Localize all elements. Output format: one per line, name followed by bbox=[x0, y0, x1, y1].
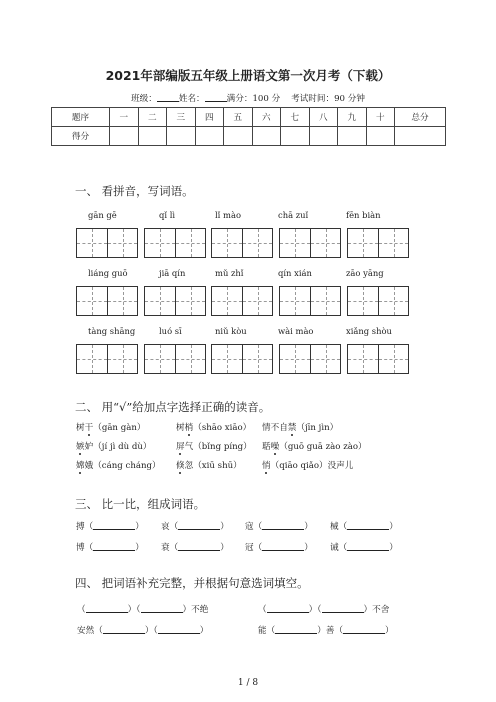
name-blank[interactable] bbox=[205, 93, 227, 102]
writing-cell[interactable] bbox=[212, 229, 242, 257]
score-table bbox=[51, 107, 446, 146]
answer-blank[interactable] bbox=[262, 522, 304, 530]
compare-item: 衰（ ） bbox=[161, 543, 229, 553]
pinyin-label: chā zuǐ bbox=[278, 210, 309, 220]
writing-grid[interactable] bbox=[211, 286, 273, 316]
compare-item: 博（ ） bbox=[76, 543, 144, 553]
writing-cell[interactable] bbox=[348, 287, 378, 315]
writing-cell[interactable] bbox=[378, 229, 408, 257]
score-input-cell[interactable] bbox=[395, 127, 446, 146]
answer-blank[interactable] bbox=[267, 605, 309, 613]
pinyin-label: luó sī bbox=[159, 326, 182, 336]
answer-blank[interactable] bbox=[343, 626, 385, 634]
pinyin-options[interactable]: （jīn jìn） bbox=[296, 423, 339, 433]
answer-blank[interactable] bbox=[93, 522, 135, 530]
score-header-cell: 七 bbox=[281, 108, 310, 127]
writing-cell[interactable] bbox=[378, 345, 408, 373]
pronunciation-item: 树梢（shāo xiāo） bbox=[176, 423, 252, 433]
score-input-cell[interactable] bbox=[281, 127, 310, 146]
writing-cell[interactable] bbox=[107, 287, 137, 315]
idiom-row-1b: （ ）（ ）不舍 bbox=[258, 605, 390, 615]
class-blank[interactable] bbox=[157, 93, 179, 102]
page-title: 2021年部编版五年级上册语文第一次月考（下载） bbox=[105, 68, 391, 83]
pinyin-options[interactable]: （qiāo qiǎo）没声儿 bbox=[270, 461, 354, 471]
writing-grid[interactable] bbox=[347, 228, 409, 258]
exam-info: 班级： 姓名： 满分：100 分 考试时间：90 分钟 bbox=[131, 94, 365, 104]
writing-cell[interactable] bbox=[107, 229, 137, 257]
writing-cell[interactable] bbox=[212, 345, 242, 373]
answer-blank[interactable] bbox=[262, 543, 304, 551]
writing-cell[interactable] bbox=[280, 229, 310, 257]
writing-cell[interactable] bbox=[107, 345, 137, 373]
answer-blank[interactable] bbox=[93, 543, 135, 551]
page-number: 1 / 8 bbox=[237, 678, 259, 688]
writing-grid[interactable] bbox=[211, 344, 273, 374]
writing-cell[interactable] bbox=[242, 229, 272, 257]
writing-cell[interactable] bbox=[145, 287, 175, 315]
pinyin-options[interactable]: （guō guā zào zào） bbox=[279, 442, 367, 452]
score-input-cell[interactable] bbox=[195, 127, 224, 146]
answer-blank[interactable] bbox=[141, 605, 183, 613]
answer-blank[interactable] bbox=[178, 543, 220, 551]
writing-grid[interactable] bbox=[144, 228, 206, 258]
writing-cell[interactable] bbox=[310, 229, 340, 257]
answer-blank[interactable] bbox=[158, 626, 200, 634]
pinyin-options[interactable]: 忽（xiū shū） bbox=[184, 461, 242, 471]
pinyin-label: niǔ kòu bbox=[215, 326, 247, 336]
score-input-cell[interactable] bbox=[366, 127, 395, 146]
answer-blank[interactable] bbox=[103, 626, 145, 634]
writing-cell[interactable] bbox=[242, 345, 272, 373]
writing-cell[interactable] bbox=[310, 345, 340, 373]
pinyin-label: tàng shāng bbox=[88, 326, 136, 336]
pinyin-label: xiǎng shòu bbox=[346, 326, 392, 336]
compare-item: 械（ ） bbox=[330, 522, 398, 532]
writing-grid[interactable] bbox=[347, 344, 409, 374]
writing-cell[interactable] bbox=[280, 287, 310, 315]
writing-grid[interactable] bbox=[279, 344, 341, 374]
dotted-character: 梢 bbox=[184, 423, 194, 433]
score-header-cell: 八 bbox=[309, 108, 338, 127]
dotted-character: 悄 bbox=[262, 461, 271, 471]
pinyin-options[interactable]: （gān gàn） bbox=[93, 423, 146, 433]
answer-blank[interactable] bbox=[178, 522, 220, 530]
answer-blank[interactable] bbox=[347, 543, 389, 551]
pinyin-label: wài mào bbox=[278, 326, 314, 336]
writing-cell[interactable] bbox=[280, 345, 310, 373]
score-input-cell[interactable] bbox=[138, 127, 167, 146]
pronunciation-item bbox=[176, 459, 242, 471]
score-header-cell: 十 bbox=[366, 108, 395, 127]
pronunciation-item bbox=[176, 440, 252, 452]
pronunciation-item bbox=[76, 440, 151, 452]
score-header-cell: 一 bbox=[110, 108, 139, 127]
pinyin-label: gān gē bbox=[88, 210, 117, 220]
writing-cell[interactable] bbox=[310, 287, 340, 315]
writing-cell[interactable] bbox=[175, 345, 205, 373]
pronunciation-item: 树干（gān gàn） bbox=[76, 423, 146, 433]
dotted-character: 噪 bbox=[270, 442, 280, 452]
writing-grid[interactable] bbox=[144, 286, 206, 316]
pinyin-options[interactable]: （shāo xiāo） bbox=[193, 423, 252, 433]
score-header-row bbox=[52, 108, 446, 127]
score-header-cell: 题序 bbox=[52, 108, 110, 127]
score-row-label: 得分 bbox=[52, 127, 110, 146]
section2-heading: 二、 用“√”给加点字选择正确的读音。 bbox=[75, 400, 271, 414]
score-input-cell[interactable] bbox=[309, 127, 338, 146]
pinyin-label: fēn biàn bbox=[346, 210, 381, 220]
pinyin-options[interactable]: 妒（jí jì dù dù） bbox=[84, 442, 152, 452]
writing-grid[interactable] bbox=[279, 228, 341, 258]
pronunciation-item bbox=[262, 459, 353, 471]
score-header-cell: 六 bbox=[252, 108, 281, 127]
compare-item: 冠（ ） bbox=[245, 543, 313, 553]
pinyin-label: qǐ lì bbox=[159, 210, 176, 220]
section1-heading: 一、 看拼音，写词语。 bbox=[75, 184, 194, 198]
idiom-row-2: 安然（ ）（ ） bbox=[77, 626, 209, 636]
writing-grid[interactable] bbox=[347, 286, 409, 316]
answer-blank[interactable] bbox=[275, 626, 317, 634]
section4-heading: 四、 把词语补充完整，并根据句意选词填空。 bbox=[75, 576, 309, 590]
dotted-character: 倏 bbox=[176, 461, 185, 471]
writing-grid[interactable] bbox=[211, 228, 273, 258]
answer-blank[interactable] bbox=[322, 605, 364, 613]
score-header-cell: 三 bbox=[167, 108, 196, 127]
writing-grid[interactable] bbox=[76, 286, 138, 316]
dotted-character: 嫉 bbox=[76, 442, 85, 452]
pinyin-label: jiā qín bbox=[159, 268, 186, 278]
pinyin-label: lǐ mào bbox=[215, 210, 241, 220]
dotted-character: 嫦 bbox=[76, 461, 85, 471]
writing-cell[interactable] bbox=[348, 229, 378, 257]
answer-blank[interactable] bbox=[86, 605, 128, 613]
dotted-character: 干 bbox=[84, 423, 94, 433]
writing-cell[interactable] bbox=[175, 287, 205, 315]
pinyin-label: mǔ zhǐ bbox=[215, 268, 244, 278]
pronunciation-item bbox=[76, 459, 161, 471]
score-input-cell[interactable] bbox=[110, 127, 139, 146]
writing-grid[interactable] bbox=[76, 228, 138, 258]
pronunciation-item: 情不自禁（jīn jìn） bbox=[262, 423, 339, 433]
writing-grid[interactable] bbox=[76, 344, 138, 374]
score-header-cell: 总分 bbox=[395, 108, 446, 127]
writing-cell[interactable] bbox=[242, 287, 272, 315]
answer-blank[interactable] bbox=[347, 522, 389, 530]
writing-cell[interactable] bbox=[77, 345, 107, 373]
writing-grid[interactable] bbox=[144, 344, 206, 374]
score-input-cell[interactable] bbox=[224, 127, 253, 146]
score-header-cell: 二 bbox=[138, 108, 167, 127]
dotted-character: 屏 bbox=[176, 442, 185, 452]
writing-cell[interactable] bbox=[145, 345, 175, 373]
compare-item: 寇（ ） bbox=[245, 522, 313, 532]
score-header-cell: 五 bbox=[224, 108, 253, 127]
score-row bbox=[52, 127, 446, 146]
score-input-cell[interactable] bbox=[338, 127, 367, 146]
score-header-cell: 九 bbox=[338, 108, 367, 127]
writing-cell[interactable] bbox=[175, 229, 205, 257]
writing-cell[interactable] bbox=[348, 345, 378, 373]
score-input-cell[interactable] bbox=[252, 127, 281, 146]
writing-cell[interactable] bbox=[378, 287, 408, 315]
pinyin-label: liáng guō bbox=[88, 268, 128, 278]
pronunciation-item: 聒噪（guō guā zào zào） bbox=[262, 442, 367, 452]
pinyin-label: qín xián bbox=[278, 268, 312, 278]
writing-cell[interactable] bbox=[77, 287, 107, 315]
compare-item: 诫（ ） bbox=[330, 543, 398, 553]
writing-cell[interactable] bbox=[145, 229, 175, 257]
section3-heading: 三、 比一比，组成词语。 bbox=[75, 497, 206, 511]
writing-cell[interactable] bbox=[212, 287, 242, 315]
score-header-cell: 四 bbox=[195, 108, 224, 127]
dotted-character: 禁 bbox=[287, 423, 297, 433]
pinyin-label: zāo yāng bbox=[346, 268, 384, 278]
pinyin-options[interactable]: 气（bǐng píng） bbox=[184, 442, 252, 452]
writing-grid[interactable] bbox=[279, 286, 341, 316]
idiom-row-1: （ ）（ ）不绝 bbox=[77, 605, 209, 615]
idiom-row-2b: 能（ ）善（ ） bbox=[258, 626, 394, 636]
writing-cell[interactable] bbox=[77, 229, 107, 257]
pinyin-options[interactable]: 娥（cáng cháng） bbox=[84, 461, 161, 471]
compare-item: 搏（ ） bbox=[76, 522, 144, 532]
compare-item: 哀（ ） bbox=[161, 522, 229, 532]
score-input-cell[interactable] bbox=[167, 127, 196, 146]
